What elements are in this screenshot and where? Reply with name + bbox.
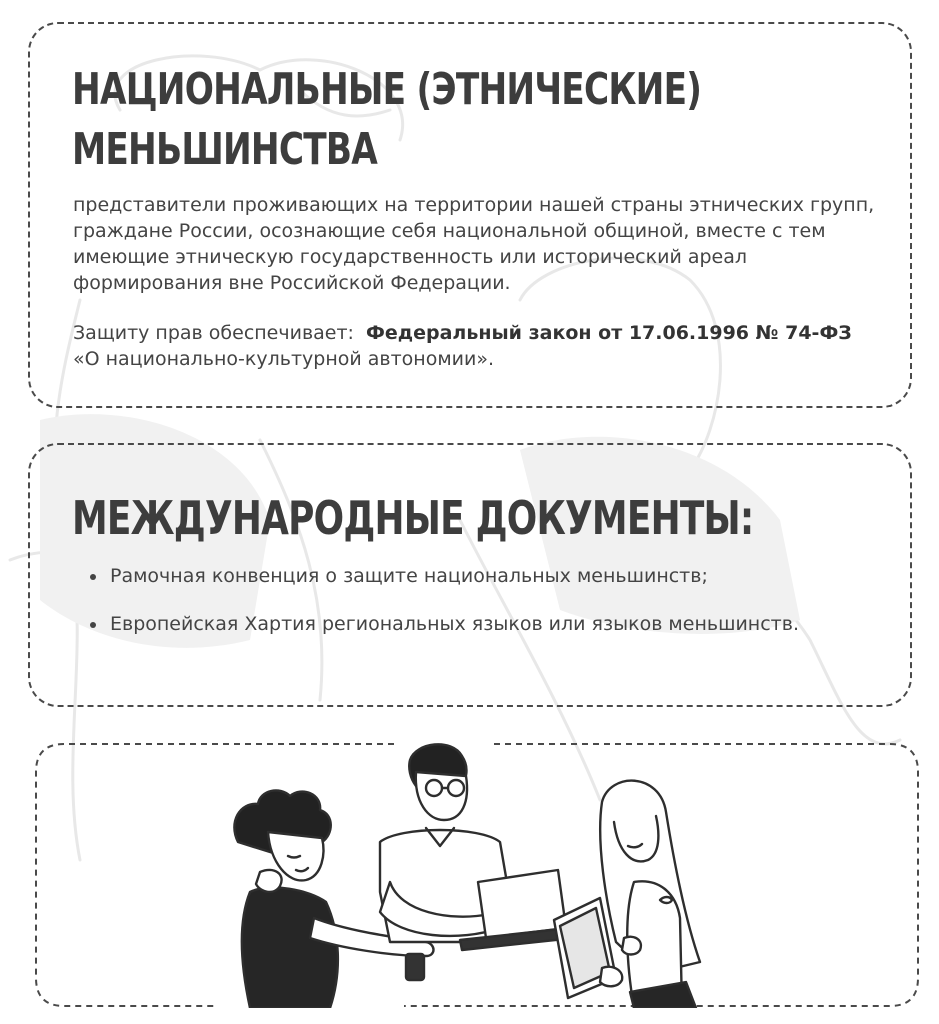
people-reading-illustration-icon [230,742,750,1008]
law-prefix: Защиту прав обеспечивает: [73,322,354,344]
documents-title: МЕЖДУНАРОДНЫЕ ДОКУМЕНТЫ: [72,491,754,545]
minorities-title [72,60,701,180]
documents-card [28,443,912,707]
law-reference [73,320,853,372]
minorities-card [28,22,912,408]
minorities-description: представители проживающих на территории нашей страны этнических групп, граждане России, осознающие себя национальной общиной, вместе с тем имеющие этническую государственность или исторический ареал формирования вне Российской Федерации. [73,194,875,294]
law-suffix: «О национально-культурной автономии». [73,348,495,370]
list-item: Европейская Хартия региональных языков или языков меньшинств. [88,611,848,637]
illustration-card [34,742,920,1008]
list-item: Рамочная конвенция о защите национальных меньшинств; [88,563,848,589]
minorities-title-line2: МЕНЬШИНСТВА [72,124,378,175]
documents-list [88,563,848,659]
law-title: Федеральный закон от 17.06.1996 № 74-ФЗ [366,322,852,344]
minorities-title-line1: НАЦИОНАЛЬНЫЕ (ЭТНИЧЕСКИЕ) [72,64,702,115]
